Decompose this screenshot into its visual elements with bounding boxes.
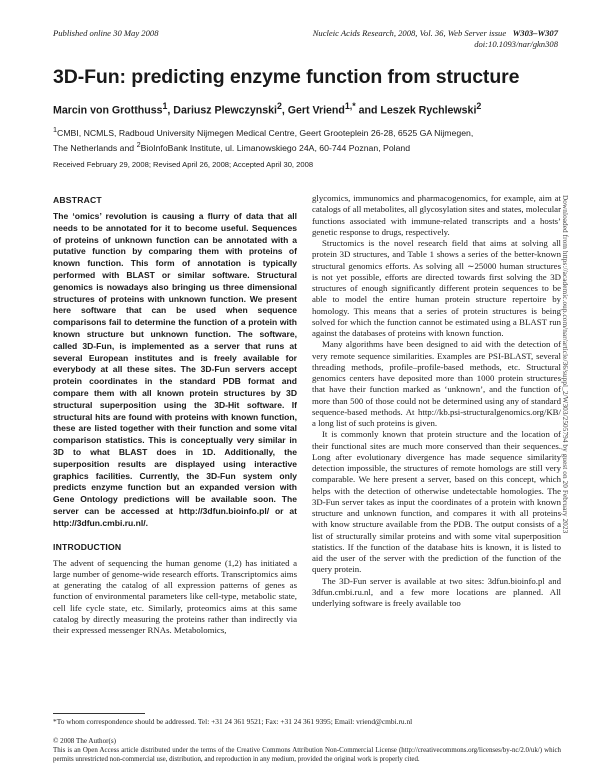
affiliation-2: BioInfoBank Institute, ul. Limanowskiego 24A, 60-744 Poznan, Poland (140, 143, 411, 154)
author-name: Dariusz Plewczynski (173, 104, 277, 117)
author-name: Gert Vriend (287, 104, 345, 117)
left-column (53, 195, 297, 636)
body-paragraph: The 3D-Fun server is available at two sites: 3dfun.bioinfo.pl and 3dfun.cmbi.ru.nl, and a few more locations are planned. All underlying software is freely available too (312, 575, 561, 608)
body-paragraph: It is commonly known that protein structure and the location of their functional sites are much more conserved than their sequences. Long after evolutionary divergence has made sequence similarity detection impossible, the structures of remote homologs are still very comparable. We here present a server, based on this concept, which helps with the detection of otherwise undetectable homologies. The 3D-Fun server takes as input the coordinates of a protein with known structure and unknown function, and compares it with all proteins with know structure available from the PDB. The output consists of a list of structurally similar proteins and with some vital superposition statistics. If the function of the database hits is known, it is listed to aid the user of the server with the prediction of the function of the query protein. (312, 429, 561, 575)
received-dates: Received February 29, 2008; Revised April 26, 2008; Accepted April 30, 2008 (53, 160, 314, 169)
author-name: Marcin von Grotthuss (53, 104, 163, 117)
body-paragraph: glycomics, immunomics and pharmacogenomics, for example, aim at catalogs of all metabolites, all glycosylation sites and states, molecular functions associated with immune-related transcripts and a hosts’ genetic response to drugs, respectively. (312, 193, 561, 237)
abstract-text: The ‘omics’ revolution is causing a flurry of data that all needs to be annotated for it to become useful. Sequences of proteins of unknown function can be annotated with a putative function by comparing them with proteins of known function. This form of annotation is typically performed with BLAST or similar software. Structural genomics is nowadays also bringing us three dimensional structures of proteins with unknown function. We present here software that can be used when sequence comparisons fail to determine the function of a protein with known structure but unknown function. The software, called 3D-Fun, is implemented as a server that runs at several European institutes and is freely available for everybody at all these sites. The 3D-Fun servers accept protein coordinates in the standard PDB format and compare them with all known protein structures by 3D structural superposition using the 3D-Hit software. If structural hits are found with proteins with known function, these are listed together with their function and some vital comparison statistics. This is conceptually very similar in 3D to what BLAST does in 1D. Additionally, the superposition results are displayed using interactive graphics facilities. Currently, the 3D-Fun system only predicts enzyme function but an expanded version with Gene Ontology predictions will be available soon. The server can be accessed at http://3dfun.bioinfo.pl/ or at http://3dfun.cmbi.ru.nl/. (53, 211, 297, 528)
body-paragraph: Structomics is the novel research field that aims at solving all protein 3D structures, and Table 1 shows a series of the better-known structural genomics efforts. As solving all ∼25000 human structures is not yet possible, efforts are directed towards first solving the 3D structures of enough significantly different protein sequences to be able to model the entire human protein structure repertoire by homology. This means that a series of protein structures is being solved for which the function cannot be estimated using a BLAST run against the databases of proteins with known function. (312, 238, 561, 338)
author-list: Marcin von Grotthuss$^1$, Dariusz Plewczynski$^2$, Gert Vriend$^{1,*}$ and Leszek Rychlewski$^2$ (53, 101, 482, 117)
author-name: Leszek Rychlewski (380, 104, 477, 117)
copyright-line: © 2008 The Author(s) (53, 737, 116, 745)
affiliation-country: The Netherlands and (53, 143, 137, 154)
author-affiliation-mark: 2 (276, 101, 282, 111)
published-date: Published online 30 May 2008 (53, 28, 159, 38)
affiliation-1: CMBI, NCMLS, Radboud University Nijmegen Medical Centre, Geert Grooteplein 26-28, 6525 GA Nijmegen, (57, 127, 474, 138)
affiliation-mark: 2 (136, 140, 141, 150)
page-range: W303–W307 (512, 28, 558, 38)
journal-name: Nucleic Acids Research, 2008, Vol. 36, Web Server issue (312, 28, 507, 38)
doi[interactable]: doi:10.1093/nar/gkn308 (474, 39, 558, 49)
license-text: This is an Open Access article distributed under the terms of the Creative Commons Attribution Non-Commercial License (http://creativecommons.org/licenses/by-nc/2.0/uk/) which permits unrestricted non-commercial use, distribution, and reproduction in any medium, provided the original work is properly cited. (53, 747, 561, 764)
affiliation-mark: 1 (53, 125, 58, 134)
author-affiliation-mark: 2 (476, 101, 482, 111)
download-watermark: Downloaded from https://academic.oup.com/nar/article/36/suppl_2/W303/2505794 by guest on 20 February 2023 (561, 195, 569, 534)
abstract-heading: ABSTRACT (53, 195, 102, 205)
correspondence-footnote: *To whom correspondence should be addressed. Tel: +31 24 361 9521; Fax: +31 24 361 9395; Email: vriend@cmbi.ru.nl (53, 717, 413, 726)
right-column (312, 193, 561, 609)
body-paragraph: Many algorithms have been designed to aid with the detection of very remote sequence similarities. Examples are PSI-BLAST, several threading methods, profile–profile-based methods, etc. Structural genomics centers have deposited more than 1000 protein structures that have their function marked as ‘unknown’, and the function of more than 500 of those could not be determined using any of standard sequence-based methods. At http://kb.psi-structuralgenomics.org/KB/ a long list of such proteins is given. (312, 339, 561, 428)
journal-citation (313, 28, 558, 50)
introduction-paragraph: The advent of sequencing the human genome (1,2) has initiated a large number of genome-wide research efforts. Transcriptomics aims at generating the catalog of all expression patterns of genes as function of environmental parameters like cell-type, metabolic state, cell life cycle state, etc. Similarly, proteomics aims at this same catalog by directly measuring the proteins rather than indirectly via their expressed messenger RNAs. Metabolomics, (53, 557, 297, 636)
article-title: 3D-Fun: predicting enzyme function from structure (53, 66, 520, 88)
author-affiliation-mark: 1,* (344, 101, 356, 111)
author-affiliation-mark: 1 (162, 101, 168, 111)
affiliations (53, 124, 563, 155)
footnote-divider (53, 713, 145, 714)
introduction-heading: INTRODUCTION (53, 541, 122, 552)
